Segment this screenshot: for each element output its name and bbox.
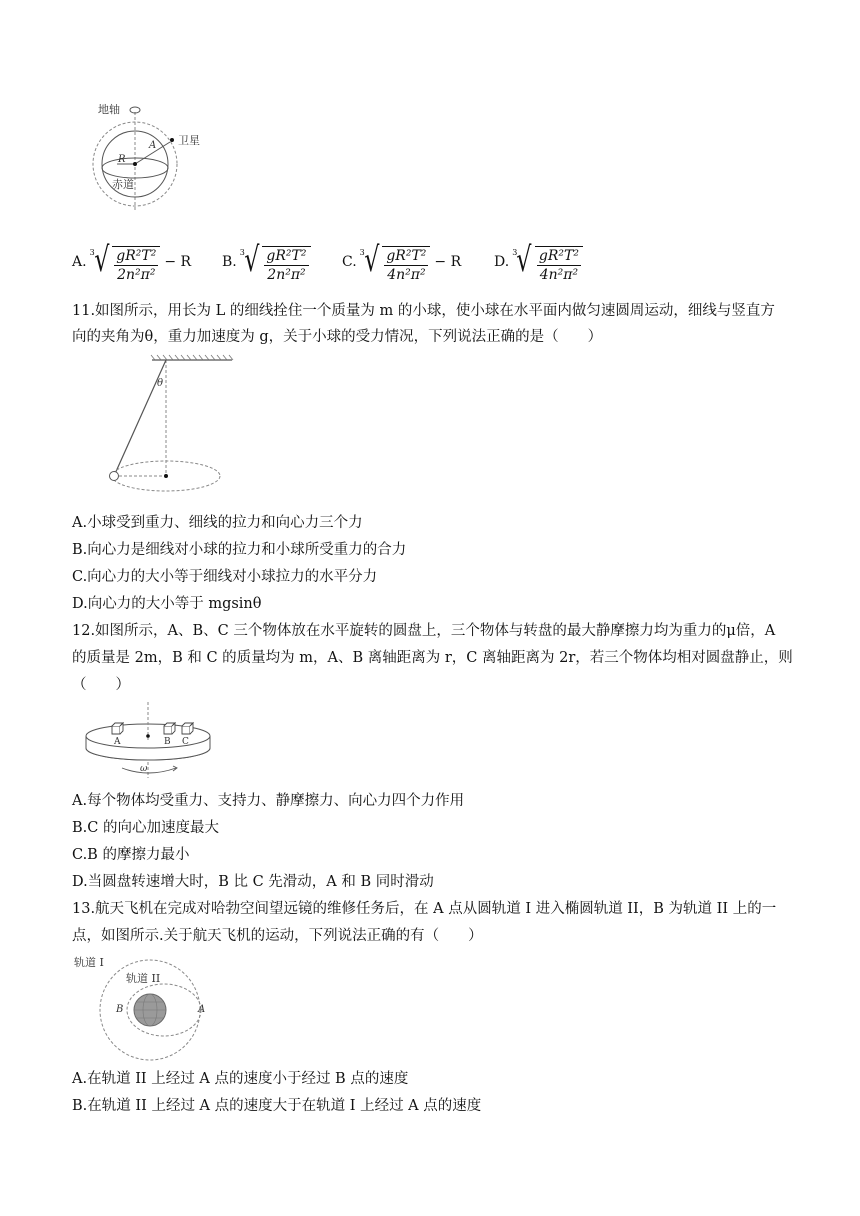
earth-axis-label: 地轴	[98, 103, 120, 116]
q13-option-a[interactable]: A.在轨道 II 上经过 A 点的速度小于经过 B 点的速度	[72, 1071, 409, 1087]
q12-stem-line2: 的质量是 2m，B 和 C 的质量均为 m，A、B 离轴距离为 r，C 离轴距离为 2r，若三个物体均相对圆盘静止，则	[72, 650, 793, 666]
rotating-disk-figure	[82, 700, 222, 782]
block-b-label: B	[164, 737, 171, 747]
point-a-label: A	[198, 1004, 206, 1015]
q10-option-c[interactable]: C. 3 √ $\frac{\text{gR²T²}}{\text{4n²π²}}$ − R	[342, 240, 462, 283]
q13-stem-line1: 13.航天飞机在完成对哈勃空间望远镜的维修任务后，在 A 点从圆轨道 I 进入椭圆轨道 II，B 为轨道 II 上的一	[72, 901, 777, 917]
point-b-label: B	[116, 1004, 124, 1015]
q13-option-b[interactable]: B.在轨道 II 上经过 A 点的速度大于在轨道 I 上经过 A 点的速度	[72, 1098, 482, 1114]
block-c-label: C	[182, 737, 189, 747]
q13-stem-line2: 点，如图所示.关于航天飞机的运动，下列说法正确的有（ ）	[72, 928, 483, 944]
q11-option-d[interactable]: D.向心力的大小等于 mgsinθ	[72, 596, 262, 612]
orbit-ii-label: 轨道 II	[126, 972, 161, 985]
satellite-label: 卫星	[178, 134, 200, 147]
q11-option-a[interactable]: A.小球受到重力、细线的拉力和向心力三个力	[72, 515, 363, 531]
earth-satellite-figure	[82, 100, 222, 215]
q12-stem-line3: （ ）	[72, 677, 130, 693]
q10-option-a[interactable]: A. 3 √ $\frac{\text{gR²T²}}{\text{2n²π²}}$ − R	[72, 240, 192, 283]
q12-option-c[interactable]: C.B 的摩擦力最小	[72, 847, 190, 863]
q10-option-d[interactable]: D. 3 √ $\frac{\text{gR²T²}}{\text{4n²π²}}$	[494, 240, 587, 284]
equator-label: 赤道	[112, 178, 134, 191]
q11-stem-line2: 向的夹角为θ，重力加速度为 g，关于小球的受力情况，下列说法正确的是（ ）	[72, 329, 603, 345]
q11-option-b[interactable]: B.向心力是细线对小球的拉力和小球所受重力的合力	[72, 542, 407, 558]
q12-stem-line1: 12.如图所示，A、B、C 三个物体放在水平旋转的圆盘上，三个物体与转盘的最大静摩擦力均为重力的μ倍，A	[72, 623, 776, 639]
radius-label: R	[118, 154, 126, 165]
conical-pendulum-figure	[100, 352, 240, 497]
q12-option-d[interactable]: D.当圆盘转速增大时，B 比 C 先滑动，A 和 B 同时滑动	[72, 874, 434, 890]
q10-option-b[interactable]: B. 3 √ $\frac{\text{gR²T²}}{\text{2n²π²}}$	[222, 240, 315, 284]
q12-option-a[interactable]: A.每个物体均受重力、支持力、静摩擦力、向心力四个力作用	[72, 793, 465, 809]
point-a-label: A	[149, 140, 157, 151]
theta-label: θ	[157, 378, 164, 389]
q11-stem-line1: 11.如图所示，用长为 L 的细线拴住一个质量为 m 的小球，使小球在水平面内做匀速圆周运动，细线与竖直方	[72, 303, 775, 319]
orbit-i-label: 轨道 I	[74, 956, 104, 969]
q12-option-b[interactable]: B.C 的向心加速度最大	[72, 820, 219, 836]
block-a-label: A	[114, 737, 121, 747]
omega-label: ω	[140, 764, 148, 774]
orbit-figure	[72, 952, 222, 1062]
q11-option-c[interactable]: C.向心力的大小等于细线对小球拉力的水平分力	[72, 569, 378, 585]
